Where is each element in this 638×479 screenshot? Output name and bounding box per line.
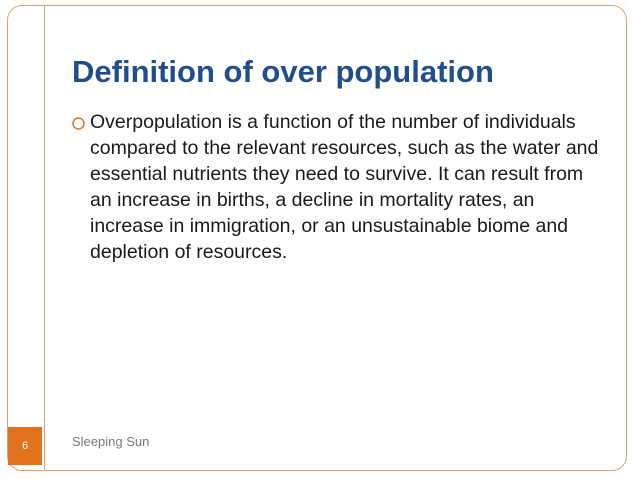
page-number-badge: 6 [8,427,42,465]
circle-bullet-icon [71,116,86,131]
slide-title: Definition of over population [72,54,494,89]
circle-bullet-icon-graphic [71,116,86,131]
left-divider-line [44,5,45,471]
bullet-text: Overpopulation is a function of the number of individuals compared to the relevant resources, such as the water and essential nutrients they need to survive. It can result from an increase in births, a decline in mortality rates, an increase in immigration, or an unsustainable biome and depletion of resources. [90,111,599,263]
footer-text: Sleeping Sun [72,434,150,449]
